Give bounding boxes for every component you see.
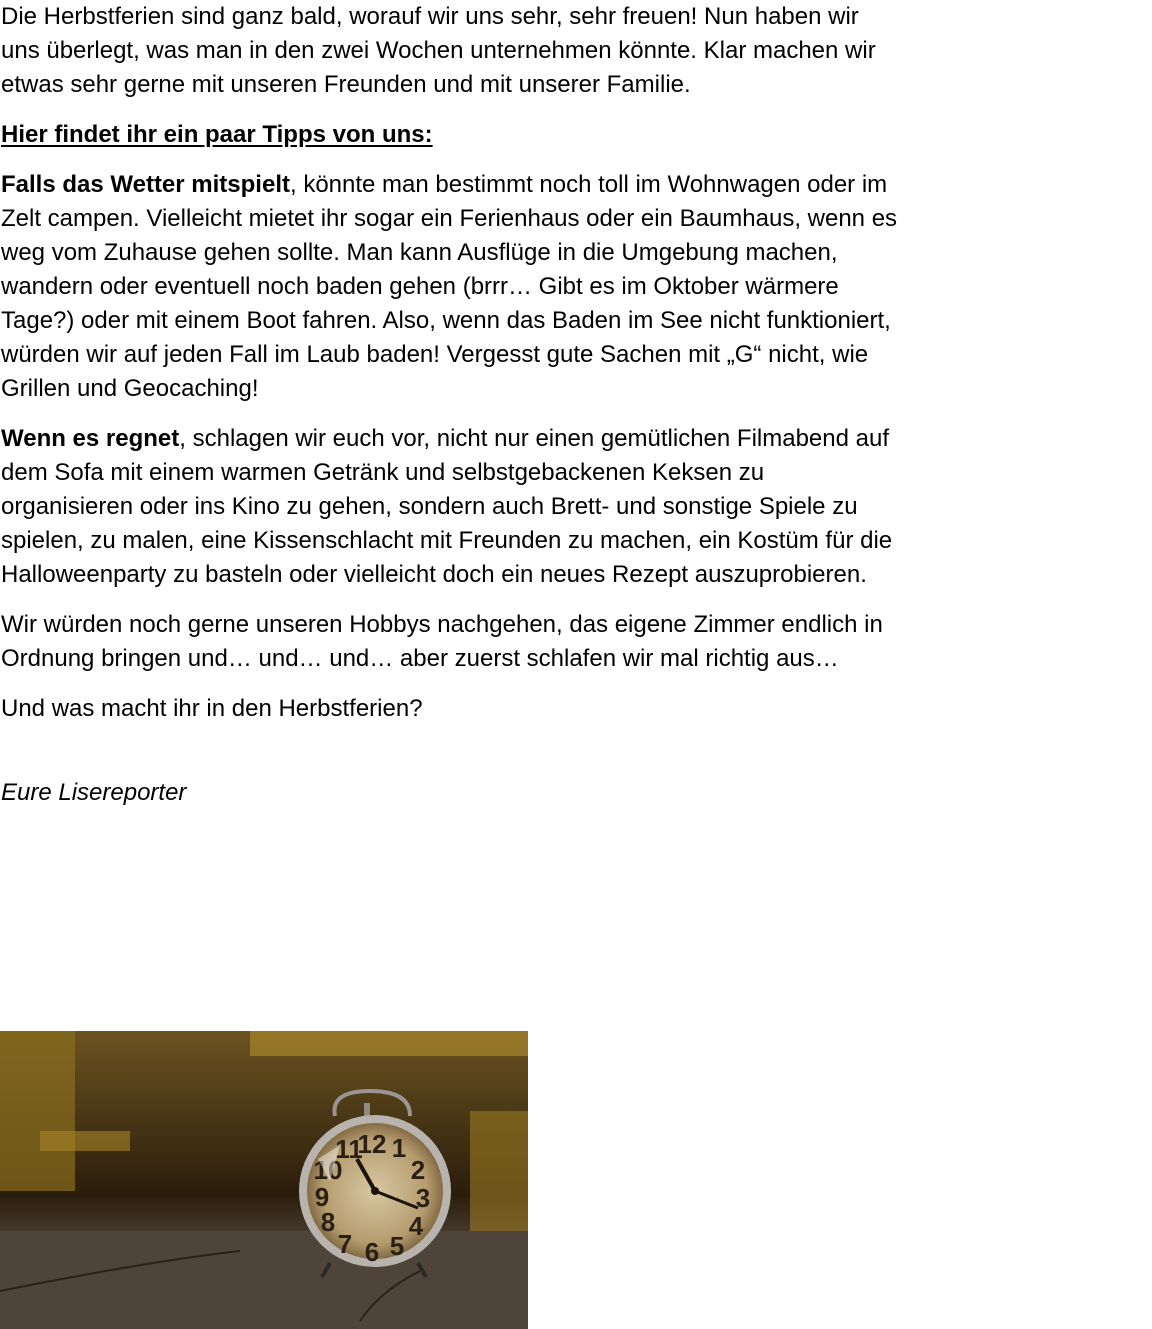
svg-text:4: 4	[408, 1211, 424, 1241]
svg-text:5: 5	[389, 1231, 405, 1261]
rain-paragraph	[1, 422, 901, 592]
weather-lead: Falls das Wetter mitspielt	[1, 171, 290, 198]
tips-heading: Hier findet ihr ein paar Tipps von uns:	[1, 121, 433, 148]
svg-text:10: 10	[313, 1155, 343, 1185]
alarm-clock-photo	[0, 1031, 528, 1329]
svg-text:2: 2	[410, 1155, 426, 1185]
svg-text:7: 7	[337, 1229, 353, 1259]
svg-text:8: 8	[320, 1207, 336, 1237]
rain-text: , schlagen wir euch vor, nicht nur einen gemütlichen Filmabend auf dem Sofa mit einem warmen Getränk und selbstgebackenen Keksen zu organisieren oder ins Kino zu gehen, sondern auch Brett- und sonstige Spiele zu spielen, zu malen, eine Kissenschlacht mit Freunden zu machen, ein Kostüm für die Halloweenparty zu basteln oder vielleicht doch ein neues Rezept auszuprobieren.	[1, 425, 893, 588]
hobbies-paragraph: Wir würden noch gerne unseren Hobbys nachgehen, das eigene Zimmer endlich in Ordnung bringen und… und… und… aber zuerst schlafen wir mal richtig aus…	[1, 611, 883, 672]
signature: Eure Lisereporter	[1, 779, 187, 806]
svg-text:3: 3	[415, 1183, 431, 1213]
intro-paragraph: Die Herbstferien sind ganz bald, worauf wir uns sehr, sehr freuen! Nun haben wir uns überlegt, was man in den zwei Wochen unternehmen könnte. Klar machen wir etwas sehr gerne mit unseren Freunden und mit unserer Familie.	[1, 3, 876, 98]
svg-text:1: 1	[391, 1133, 407, 1163]
svg-text:6: 6	[364, 1237, 380, 1267]
svg-text:12: 12	[357, 1129, 387, 1159]
svg-text:9: 9	[314, 1182, 330, 1212]
rain-lead: Wenn es regnet	[1, 425, 180, 452]
svg-text:11: 11	[335, 1134, 363, 1164]
weather-paragraph	[1, 168, 901, 406]
weather-text: , könnte man bestimmt noch toll im Wohnwagen oder im Zelt campen. Vielleicht mietet ihr sogar ein Ferienhaus oder ein Baumhaus, wenn es weg vom Zuhause gehen sollte. Man kann Ausflüge in die Umgebung machen, wandern oder eventuell noch baden gehen (brrr… Gibt es im Oktober wärmere Tage?) oder mit einem Boot fahren. Also, wenn das Baden im See nicht funktioniert, würden wir auf jeden Fall im Laub baden! Vergesst gute Sachen mit „G“ nicht, wie Grillen und Geocaching!	[1, 171, 898, 402]
alarm-clock-illustration	[0, 1031, 528, 1329]
article-body	[1, 0, 901, 826]
question-paragraph: Und was macht ihr in den Herbstferien?	[1, 695, 423, 722]
